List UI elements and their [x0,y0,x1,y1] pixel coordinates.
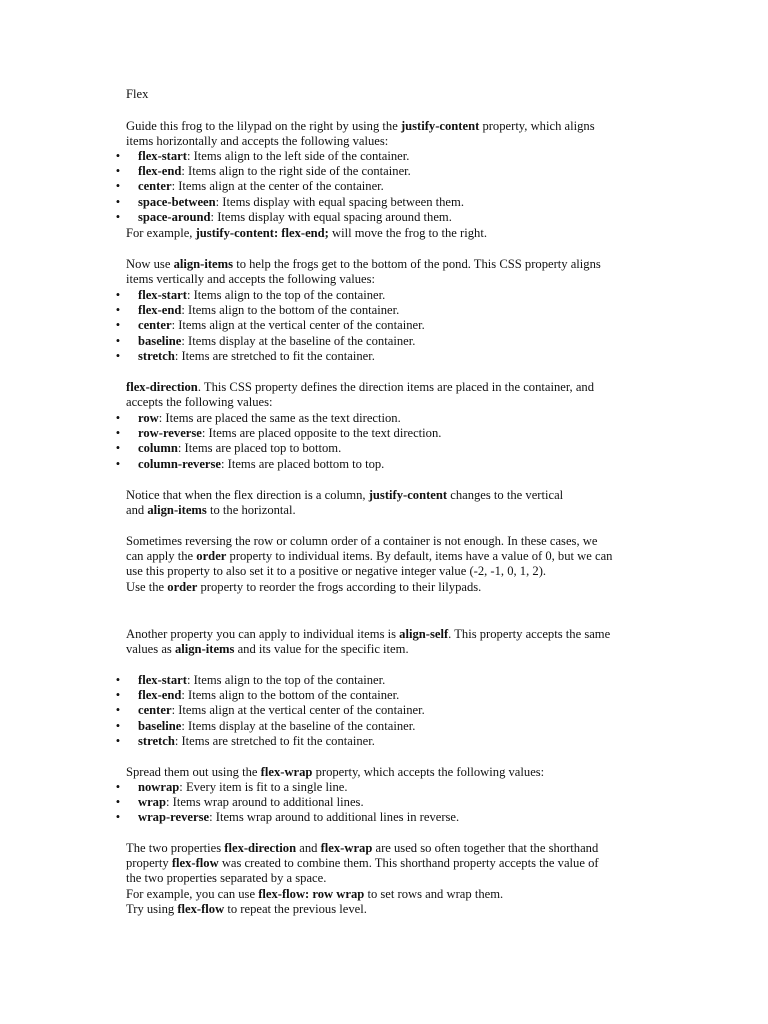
align-items-values-list [112,288,425,364]
list-item: • center: Items align at the vertical center of the container. [115,318,425,333]
flex-direction-note: Notice that when the flex direction is a column, justify-content changes to the vertical and align-items to the horizontal. [126,488,564,518]
page-title: Flex [126,87,149,101]
flex-wrap-values-list [112,780,459,826]
list-item: • flex-start: Items align to the top of the container. [115,673,386,687]
list-item: • flex-start: Items align to the top of the container. [115,288,386,302]
list-item: • flex-end: Items align to the bottom of the container. [115,688,400,703]
list-item: • column-reverse: Items are placed bottom to top. [115,456,385,471]
list-item: • nowrap: Every item is fit to a single line. [115,780,348,794]
list-item: • flex-end: Items align to the right side of the container. [115,164,411,179]
list-item: • center: Items align at the center of the container. [115,179,384,194]
list-item: • wrap: Items wrap around to additional lines. [115,795,364,810]
list-item: • space-between: Items display with equal spacing between them. [115,194,464,209]
list-item: • flex-end: Items align to the bottom of the container. [115,303,400,318]
justify-content-example: For example, justify-content: flex-end; will move the frog to the right. [126,226,487,240]
order-paragraph: Sometimes reversing the row or column order of a container is not enough. In these cases, we can apply the order property to individual items. By default, items have a value of 0, but we can use this property to also set it to a positive or negative integer value (-2, -1, 0, 1, 2). Use the order property to reorder the frogs according to their lilypads. [126,534,613,594]
flex-direction-intro: flex-direction. This CSS property defines the direction items are placed in the container, and accepts the following values: [126,380,595,410]
flex-flow-paragraph: The two properties flex-direction and flex-wrap are used so often together that the shorthand property flex-flow was created to combine them. This shorthand property accepts the value of the two properties separated by a space. For example, you can use flex-flow: row wrap to set rows and wrap them. Try using flex-flow to repeat the previous level. [126,841,599,916]
justify-content-intro: Guide this frog to the lilypad on the right by using the justify-content property, which aligns items horizontally and accepts the following values: [126,119,595,149]
align-items-intro: Now use align-items to help the frogs get to the bottom of the pond. This CSS property aligns items vertically and accepts the following values: [126,257,601,287]
list-item: • stretch: Items are stretched to fit the container. [115,733,375,748]
list-item: • center: Items align at the vertical center of the container. [115,703,425,718]
list-item: • column: Items are placed top to bottom. [115,441,342,456]
list-item: • baseline: Items display at the baseline of the container. [115,718,416,733]
justify-content-values-list [112,149,464,225]
list-item: • stretch: Items are stretched to fit the container. [115,348,375,363]
list-item: • space-around: Items display with equal spacing around them. [115,209,452,224]
list-item: • row-reverse: Items are placed opposite to the text direction. [115,426,442,441]
list-item: • flex-start: Items align to the left side of the container. [115,149,410,163]
align-self-values-list [112,673,425,749]
flex-wrap-intro: Spread them out using the flex-wrap property, which accepts the following values: [126,765,545,779]
align-self-intro: Another property you can apply to individual items is align-self. This property accepts the same values as align-items and its value for the specific item. [126,627,611,657]
list-item: • wrap-reverse: Items wrap around to additional lines in reverse. [115,810,460,825]
list-item: • row: Items are placed the same as the text direction. [115,411,401,425]
flex-direction-values-list [112,411,441,472]
list-item: • baseline: Items display at the baseline of the container. [115,333,416,348]
